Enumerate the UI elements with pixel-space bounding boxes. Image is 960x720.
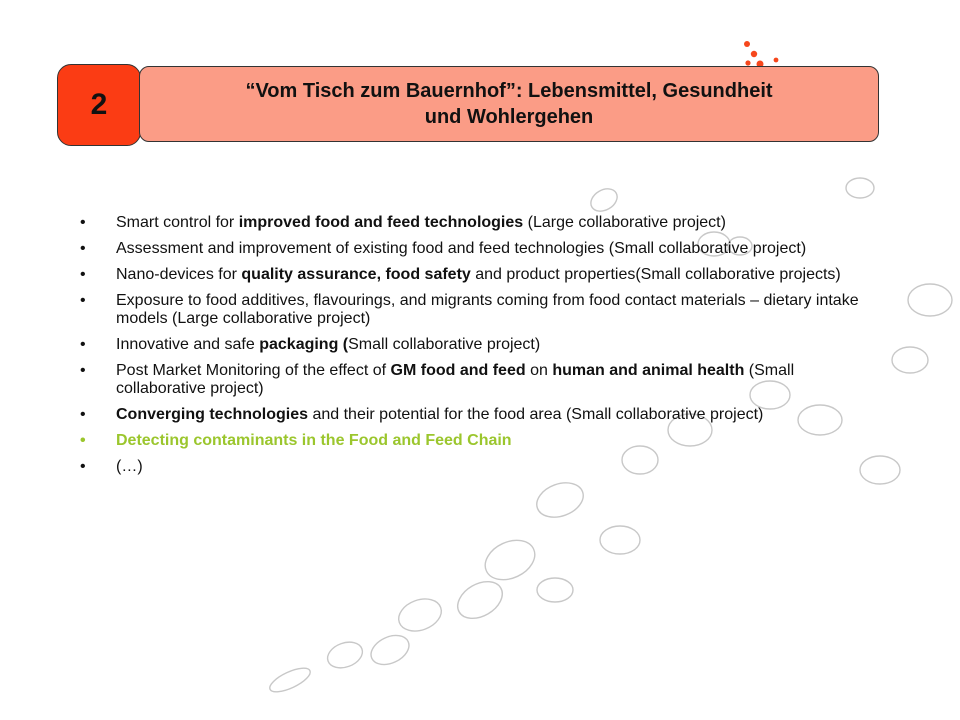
bullet-text-bold: Detecting contaminants in the Food and Feed Chain — [116, 432, 512, 449]
bullet-text-bold: quality assurance, food safety — [241, 266, 471, 283]
bullet-marker: • — [80, 214, 86, 231]
slide-title-line-1: “Vom Tisch zum Bauernhof”: Lebensmittel, Gesundheit — [245, 80, 773, 102]
bullet-text-bold: Converging technologies — [116, 406, 309, 423]
slide-title-box — [139, 66, 879, 142]
slide-number-box — [57, 64, 141, 146]
bullet-text: Assessment and improvement of existing food and feed technologies (Small collaborative project) — [116, 240, 807, 257]
bullet-text: Small collaborative project) — [348, 336, 541, 353]
slide-number: 2 — [90, 88, 108, 121]
bullet-text: Nano-devices for — [116, 266, 242, 283]
bullet-text-bold: human and animal health — [552, 362, 745, 379]
slide-title-line-2: und Wohlergehen — [424, 106, 594, 128]
bullet-item — [80, 458, 880, 476]
bullet-marker: • — [80, 432, 86, 449]
bullet-text: and their potential for the food area (Small collaborative project) — [308, 406, 764, 423]
bullet-item — [80, 406, 880, 424]
bullet-item — [80, 214, 880, 232]
bullet-text: on — [525, 362, 553, 379]
bullet-text: Smart control for — [116, 214, 239, 231]
bullet-marker: • — [80, 292, 86, 309]
bullet-marker: • — [80, 458, 86, 475]
bullet-marker: • — [80, 362, 86, 379]
bullet-marker: • — [80, 240, 86, 257]
bullet-marker: • — [80, 266, 86, 283]
bullet-text: (Small collaborative project) — [116, 362, 795, 397]
bullet-text-bold: GM food and feed — [390, 362, 526, 379]
bullet-list — [80, 214, 880, 484]
bullet-item — [80, 266, 880, 284]
bullet-item — [80, 362, 880, 398]
bullet-item — [80, 432, 880, 450]
bullet-text-bold: improved food and feed technologies — [238, 214, 524, 231]
bullet-marker: • — [80, 406, 86, 423]
bullet-text: (…) — [116, 458, 143, 475]
bullet-item — [80, 292, 880, 328]
bullet-text: Innovative and safe — [116, 336, 260, 353]
bullet-text: and product properties(Small collaborative projects) — [470, 266, 841, 283]
bullet-item — [80, 240, 880, 258]
bullet-item — [80, 336, 880, 354]
bullet-text: Exposure to food additives, flavourings, and migrants coming from food contact materials – dietary intake models (Large collaborative project) — [116, 292, 859, 327]
bullet-marker: • — [80, 336, 86, 353]
bullet-text-bold: packaging ( — [259, 336, 349, 353]
bullet-text: (Large collaborative project) — [523, 214, 726, 231]
bullet-text: Post Market Monitoring of the effect of — [116, 362, 391, 379]
